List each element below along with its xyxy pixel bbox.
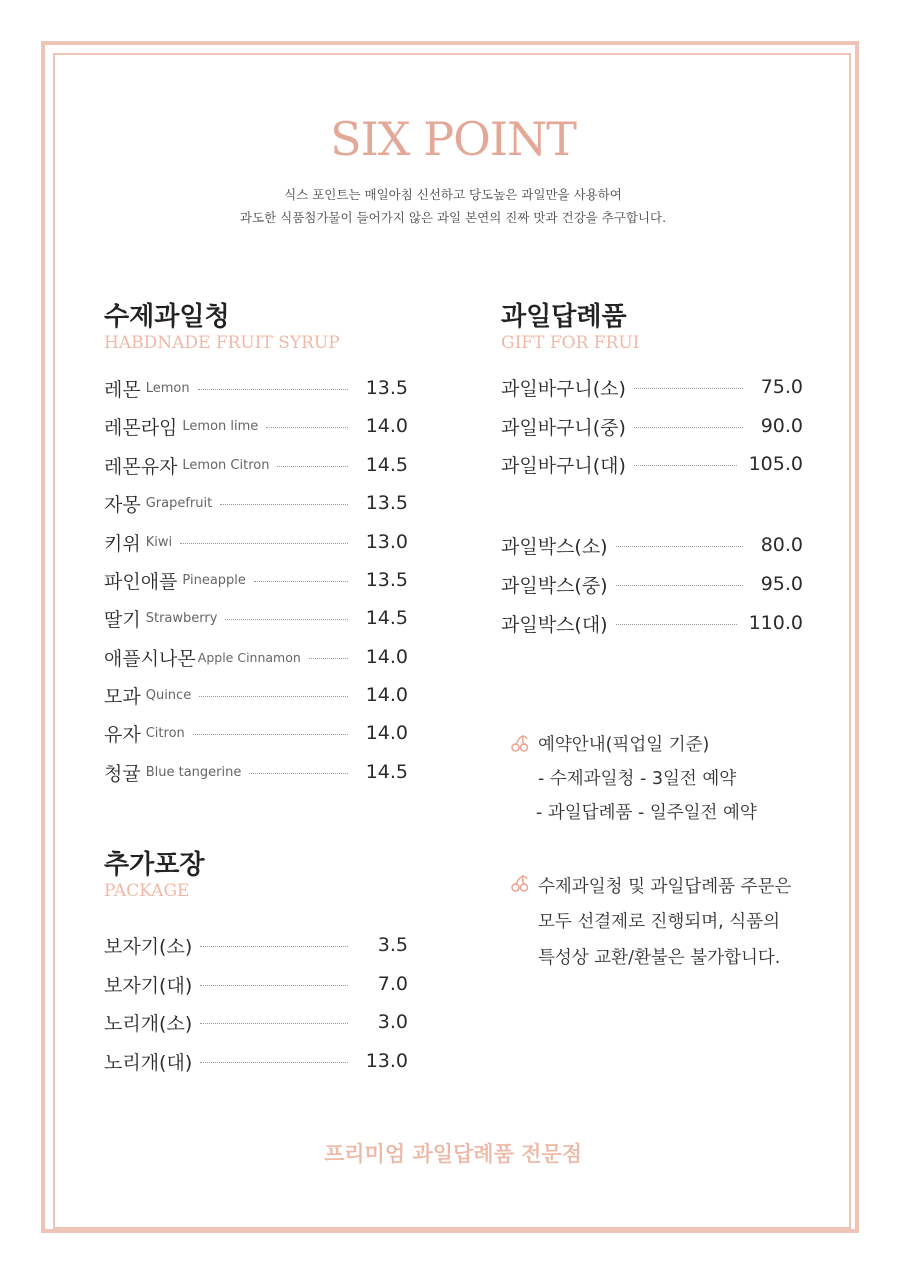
item-name: 과일바구니(소) bbox=[501, 377, 626, 400]
item-name: 보자기(소) bbox=[104, 935, 193, 958]
item-price: 75.0 bbox=[760, 376, 803, 398]
dot-leader bbox=[200, 1023, 348, 1024]
gift-title: 과일답례품 bbox=[501, 302, 627, 332]
item-price: 95.0 bbox=[760, 573, 803, 595]
item-price: 14.0 bbox=[365, 722, 408, 744]
dot-leader bbox=[193, 734, 348, 735]
item-name-en: Pineapple bbox=[182, 572, 246, 588]
item-name-en: Lemon Citron bbox=[182, 457, 270, 473]
dot-leader bbox=[616, 624, 737, 625]
item-name: 과일박스(대) bbox=[501, 613, 608, 636]
dot-leader bbox=[616, 585, 743, 586]
item-name: 레몬라임 bbox=[104, 416, 178, 439]
item-price: 13.5 bbox=[365, 569, 408, 591]
menu-row bbox=[104, 680, 408, 710]
footer-tagline: 프리미엄 과일답례품 전문점 bbox=[323, 1141, 583, 1166]
menu-row bbox=[104, 718, 408, 748]
item-name: 청귤 bbox=[104, 762, 141, 785]
item-price: 14.5 bbox=[365, 454, 408, 476]
item-name-en: Lemon bbox=[145, 380, 190, 396]
dot-leader bbox=[254, 581, 348, 582]
dot-leader bbox=[266, 427, 348, 428]
item-price: 90.0 bbox=[760, 415, 803, 437]
menu-row bbox=[501, 569, 803, 599]
payment-line-3: 특성상 교환/환불은 불가합니다. bbox=[538, 948, 781, 968]
menu-row bbox=[104, 1046, 408, 1076]
item-name: 모과 bbox=[104, 685, 141, 708]
dot-leader bbox=[616, 546, 743, 547]
menu-row bbox=[104, 450, 408, 480]
item-name: 키위 bbox=[104, 532, 141, 555]
menu-row bbox=[501, 411, 803, 441]
menu-row bbox=[104, 603, 408, 633]
menu-row bbox=[104, 1007, 408, 1037]
dot-leader bbox=[309, 658, 348, 659]
item-price: 7.0 bbox=[377, 973, 408, 995]
dot-leader bbox=[199, 696, 348, 697]
syrup-subtitle: HABDNADE FRUIT SYRUP bbox=[104, 333, 340, 353]
item-name-en: Kiwi bbox=[145, 534, 173, 550]
package-title: 추가포장 bbox=[104, 850, 205, 880]
item-price: 3.0 bbox=[377, 1011, 408, 1033]
reservation-heading: 예약안내(픽업일 기준) bbox=[538, 735, 710, 755]
dot-leader bbox=[198, 389, 348, 390]
item-name-en: Lemon lime bbox=[182, 418, 259, 434]
dot-leader bbox=[249, 773, 348, 774]
syrup-title: 수제과일청 bbox=[104, 302, 230, 332]
item-name: 딸기 bbox=[104, 608, 141, 631]
menu-row bbox=[104, 565, 408, 595]
dot-leader bbox=[200, 946, 348, 947]
item-name: 과일바구니(중) bbox=[501, 416, 626, 439]
item-price: 3.5 bbox=[377, 934, 408, 956]
item-price: 105.0 bbox=[748, 453, 803, 475]
dot-leader bbox=[634, 388, 743, 389]
dot-leader bbox=[634, 427, 743, 428]
menu-row bbox=[104, 527, 408, 557]
dot-leader bbox=[200, 985, 348, 986]
menu-row bbox=[104, 642, 408, 672]
dot-leader bbox=[634, 465, 737, 466]
dot-leader bbox=[277, 466, 348, 467]
cherry-icon bbox=[510, 733, 530, 753]
item-price: 13.5 bbox=[365, 492, 408, 514]
menu-row bbox=[501, 608, 803, 638]
intro-line-1: 식스 포인트는 매일아침 신선하고 당도높은 과일만을 사용하여 bbox=[284, 187, 622, 202]
item-name: 레몬 bbox=[104, 378, 141, 401]
menu-row bbox=[104, 373, 408, 403]
item-price: 14.0 bbox=[365, 684, 408, 706]
item-name: 노리개(소) bbox=[104, 1012, 193, 1035]
item-price: 14.0 bbox=[365, 646, 408, 668]
item-price: 14.5 bbox=[365, 607, 408, 629]
item-price: 14.5 bbox=[365, 761, 408, 783]
payment-line-2: 모두 선결제로 진행되며, 식품의 bbox=[538, 912, 781, 932]
menu-row bbox=[501, 449, 803, 479]
item-name: 노리개(대) bbox=[104, 1051, 193, 1074]
item-name: 애플시나몬 bbox=[104, 647, 196, 670]
item-name: 자몽 bbox=[104, 493, 141, 516]
item-name: 레몬유자 bbox=[104, 455, 178, 478]
dot-leader bbox=[200, 1062, 348, 1063]
item-name-en: Quince bbox=[145, 687, 192, 703]
item-name: 과일박스(소) bbox=[501, 535, 608, 558]
item-price: 13.5 bbox=[365, 377, 408, 399]
reservation-line-2: - 과일답례품 - 일주일전 예약 bbox=[536, 803, 757, 823]
reservation-line-1: - 수제과일청 - 3일전 예약 bbox=[538, 769, 737, 789]
item-price: 13.0 bbox=[365, 1050, 408, 1072]
item-price: 14.0 bbox=[365, 415, 408, 437]
brand-title: SIX POINT bbox=[330, 112, 576, 166]
item-name: 보자기(대) bbox=[104, 974, 193, 997]
cherry-icon bbox=[510, 873, 530, 893]
menu-row bbox=[104, 411, 408, 441]
item-price: 80.0 bbox=[760, 534, 803, 556]
dot-leader bbox=[225, 619, 348, 620]
item-name: 과일박스(중) bbox=[501, 574, 608, 597]
menu-row bbox=[501, 372, 803, 402]
item-name-en: Strawberry bbox=[145, 610, 218, 626]
item-name: 파인애플 bbox=[104, 570, 178, 593]
payment-line-1: 수제과일청 및 과일답례품 주문은 bbox=[538, 877, 792, 897]
item-name: 유자 bbox=[104, 723, 141, 746]
menu-row bbox=[501, 530, 803, 560]
item-price: 13.0 bbox=[365, 531, 408, 553]
item-name: 과일바구니(대) bbox=[501, 454, 626, 477]
dot-leader bbox=[180, 543, 348, 544]
item-name-en: Grapefruit bbox=[145, 495, 213, 511]
menu-row bbox=[104, 930, 408, 960]
package-subtitle: PACKAGE bbox=[104, 881, 190, 901]
item-name-en: Citron bbox=[145, 725, 185, 741]
menu-row bbox=[104, 757, 408, 787]
item-name-en: Blue tangerine bbox=[145, 764, 242, 780]
item-price: 110.0 bbox=[748, 612, 803, 634]
menu-row bbox=[104, 488, 408, 518]
gift-subtitle: GIFT FOR FRUI bbox=[501, 333, 640, 353]
dot-leader bbox=[220, 504, 348, 505]
item-name-en: Apple Cinnamon bbox=[197, 649, 301, 665]
menu-row bbox=[104, 969, 408, 999]
intro-line-2: 과도한 식품첨가물이 들어가지 않은 과일 본연의 진짜 맛과 건강을 추구합니다. bbox=[239, 210, 667, 225]
